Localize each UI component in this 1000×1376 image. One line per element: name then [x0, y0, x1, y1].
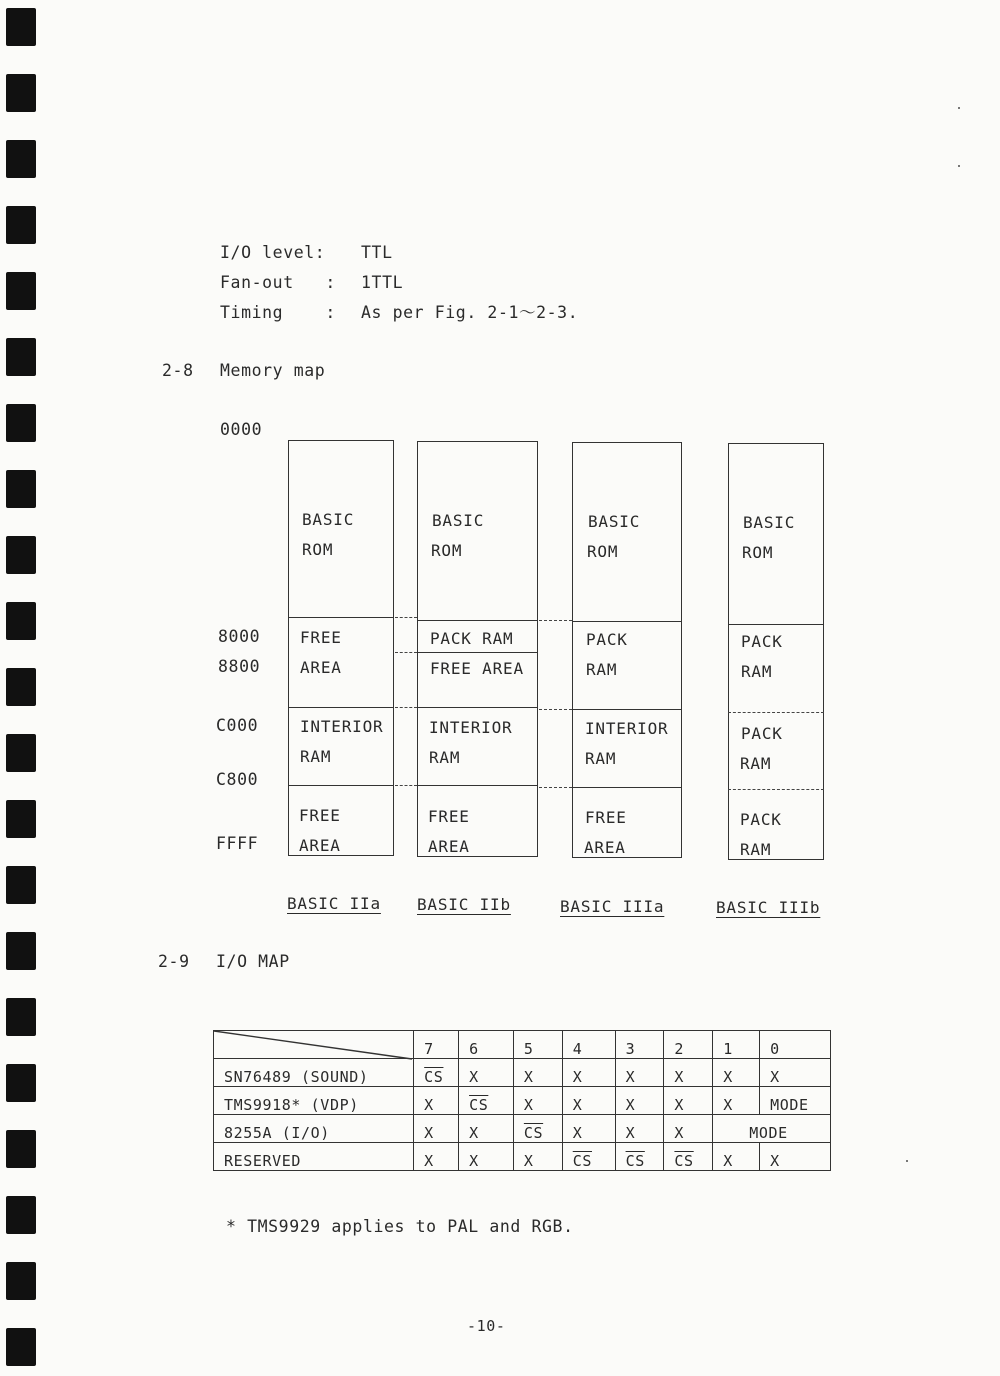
block-divider — [728, 624, 824, 625]
bit-cell: X — [459, 1143, 514, 1171]
bit-header: 2 — [664, 1031, 713, 1059]
scan-speck — [958, 107, 960, 109]
footnote: * TMS9929 applies to PAL and RGB. — [226, 1217, 574, 1236]
bit-header: 3 — [615, 1031, 664, 1059]
bit-cell: X — [615, 1115, 664, 1143]
table-row — [214, 1059, 831, 1087]
block-divider — [288, 785, 394, 786]
device-name: 8255A (I/O) — [214, 1115, 414, 1143]
column-caption: BASIC IIIb — [716, 898, 821, 917]
address-label: FFFF — [216, 834, 259, 853]
block-label: ROM — [302, 540, 334, 559]
block-label: FREE — [585, 808, 627, 827]
address-label: C800 — [216, 770, 259, 789]
block-divider — [288, 707, 394, 708]
bit-cell: X — [664, 1059, 713, 1087]
fan-out-label: Fan-out : — [220, 273, 336, 292]
bit-cell: X — [414, 1143, 459, 1171]
bit-cell: $\overline{CS}$ — [513, 1115, 562, 1143]
binding-hole — [6, 1328, 36, 1366]
address-label: 8000 — [218, 627, 261, 646]
binding-edge — [0, 0, 40, 1376]
block-label: AREA — [300, 658, 342, 677]
dashed-connector — [395, 785, 417, 786]
dashed-connector — [539, 787, 572, 788]
section-title-memory: Memory map — [220, 361, 326, 380]
bit-cell: X — [513, 1143, 562, 1171]
block-label: AREA — [428, 837, 470, 856]
bit-cell: $\overline{CS}$ — [459, 1087, 514, 1115]
bit-cell: X — [760, 1059, 831, 1087]
block-divider — [417, 707, 538, 708]
device-name: TMS9918* (VDP) — [214, 1087, 414, 1115]
table-row — [214, 1115, 831, 1143]
table-row — [214, 1087, 831, 1115]
block-label: RAM — [740, 754, 772, 773]
block-label: RAM — [300, 747, 332, 766]
bit-cell-mode: MODE — [713, 1115, 831, 1143]
block-label: AREA — [584, 838, 626, 857]
block-divider — [572, 787, 682, 788]
block-divider — [417, 620, 538, 621]
binding-hole — [6, 800, 36, 838]
timing-value: As per Fig. 2-1～2-3. — [361, 303, 579, 322]
binding-hole — [6, 338, 36, 376]
bit-header: 7 — [414, 1031, 459, 1059]
device-name: SN76489 (SOUND) — [214, 1059, 414, 1087]
bit-cell: X — [414, 1115, 459, 1143]
block-label: FREE — [428, 807, 470, 826]
dashed-connector — [395, 652, 417, 653]
block-label: ROM — [742, 543, 774, 562]
scan-speck — [906, 1160, 908, 1162]
block-label: BASIC — [743, 513, 796, 532]
address-label: 8800 — [218, 657, 261, 676]
section-number-io: 2-9 — [158, 952, 190, 971]
scan-speck — [958, 165, 960, 167]
address-label: C000 — [216, 716, 259, 735]
binding-hole — [6, 998, 36, 1036]
io-map-table — [213, 1030, 831, 1171]
bit-cell: X — [414, 1087, 459, 1115]
column-caption: BASIC IIIa — [560, 897, 665, 916]
block-label: INTERIOR — [300, 717, 384, 736]
binding-hole — [6, 1196, 36, 1234]
binding-hole — [6, 470, 36, 508]
io-level-label: I/O level: — [220, 243, 326, 262]
bit-cell: X — [713, 1087, 760, 1115]
block-divider — [572, 621, 682, 622]
bit-header: 4 — [562, 1031, 615, 1059]
header-corner-cell — [214, 1031, 414, 1059]
io-level-value: TTL — [361, 243, 393, 262]
dashed-connector — [395, 617, 417, 618]
bit-cell: $\overline{CS}$ — [414, 1059, 459, 1087]
binding-hole — [6, 668, 36, 706]
bit-header: 0 — [760, 1031, 831, 1059]
block-divider-dashed — [728, 712, 824, 713]
column-outline — [417, 441, 538, 857]
fan-out-value: 1TTL — [361, 273, 404, 292]
block-label: INTERIOR — [585, 719, 669, 738]
column-caption: BASIC IIb — [417, 895, 511, 914]
block-label: RAM — [585, 749, 617, 768]
binding-hole — [6, 206, 36, 244]
bit-header: 6 — [459, 1031, 514, 1059]
block-label: BASIC — [432, 511, 485, 530]
block-label: ROM — [587, 542, 619, 561]
bit-cell: X — [562, 1059, 615, 1087]
binding-hole — [6, 536, 36, 574]
block-label: PACK — [741, 632, 783, 651]
bit-cell: X — [513, 1059, 562, 1087]
device-name: RESERVED — [214, 1143, 414, 1171]
binding-hole — [6, 602, 36, 640]
block-divider — [288, 617, 394, 618]
block-divider — [417, 785, 538, 786]
bit-cell: X — [615, 1087, 664, 1115]
section-title-io: I/O MAP — [216, 952, 290, 971]
binding-hole — [6, 866, 36, 904]
block-label: ROM — [431, 541, 463, 560]
dashed-connector — [395, 707, 417, 708]
section-number-memory: 2-8 — [162, 361, 194, 380]
bit-header: 5 — [513, 1031, 562, 1059]
binding-hole — [6, 1064, 36, 1102]
binding-hole — [6, 74, 36, 112]
bit-cell: $\overline{CS}$ — [562, 1143, 615, 1171]
page-number: -10- — [467, 1317, 506, 1335]
bit-cell: $\overline{CS}$ — [664, 1143, 713, 1171]
bit-cell: X — [513, 1087, 562, 1115]
binding-hole — [6, 140, 36, 178]
block-label: RAM — [586, 660, 618, 679]
binding-hole — [6, 1130, 36, 1168]
binding-hole — [6, 932, 36, 970]
address-label: 0000 — [220, 420, 263, 439]
binding-hole — [6, 272, 36, 310]
column-outline — [728, 443, 824, 860]
block-label: INTERIOR — [429, 718, 513, 737]
column-outline — [288, 440, 394, 856]
timing-label: Timing : — [220, 303, 336, 322]
table-row — [214, 1143, 831, 1171]
block-divider — [572, 709, 682, 710]
bit-cell: X — [760, 1143, 831, 1171]
diagonal-line — [214, 1031, 414, 1061]
column-caption: BASIC IIa — [287, 894, 381, 913]
bit-cell: X — [664, 1087, 713, 1115]
bit-cell: X — [562, 1115, 615, 1143]
bit-cell: X — [713, 1059, 760, 1087]
block-label: RAM — [740, 840, 772, 859]
bit-cell: X — [615, 1059, 664, 1087]
block-label: PACK — [740, 810, 782, 829]
block-label: BASIC — [588, 512, 641, 531]
bit-cell: MODE — [760, 1087, 831, 1115]
block-label: RAM — [741, 662, 773, 681]
block-label: PACK — [586, 630, 628, 649]
block-label: AREA — [299, 836, 341, 855]
bit-cell: X — [713, 1143, 760, 1171]
bit-cell: X — [459, 1115, 514, 1143]
bit-cell: $\overline{CS}$ — [615, 1143, 664, 1171]
block-label: RAM — [429, 748, 461, 767]
bit-header: 1 — [713, 1031, 760, 1059]
dashed-connector — [539, 709, 572, 710]
block-divider-dashed — [728, 789, 824, 790]
block-divider — [417, 652, 538, 653]
block-label: PACK — [741, 724, 783, 743]
binding-hole — [6, 8, 36, 46]
block-label: BASIC — [302, 510, 355, 529]
block-label: FREE — [300, 628, 342, 647]
dashed-connector — [539, 620, 572, 621]
bit-cell: X — [664, 1115, 713, 1143]
binding-hole — [6, 404, 36, 442]
binding-hole — [6, 1262, 36, 1300]
table-header-row — [214, 1031, 831, 1059]
bit-cell: X — [562, 1087, 615, 1115]
block-label: FREE — [299, 806, 341, 825]
binding-hole — [6, 734, 36, 772]
bit-cell: X — [459, 1059, 514, 1087]
block-label: FREE AREA — [430, 659, 524, 678]
column-outline — [572, 442, 682, 858]
block-label: PACK RAM — [430, 629, 514, 648]
